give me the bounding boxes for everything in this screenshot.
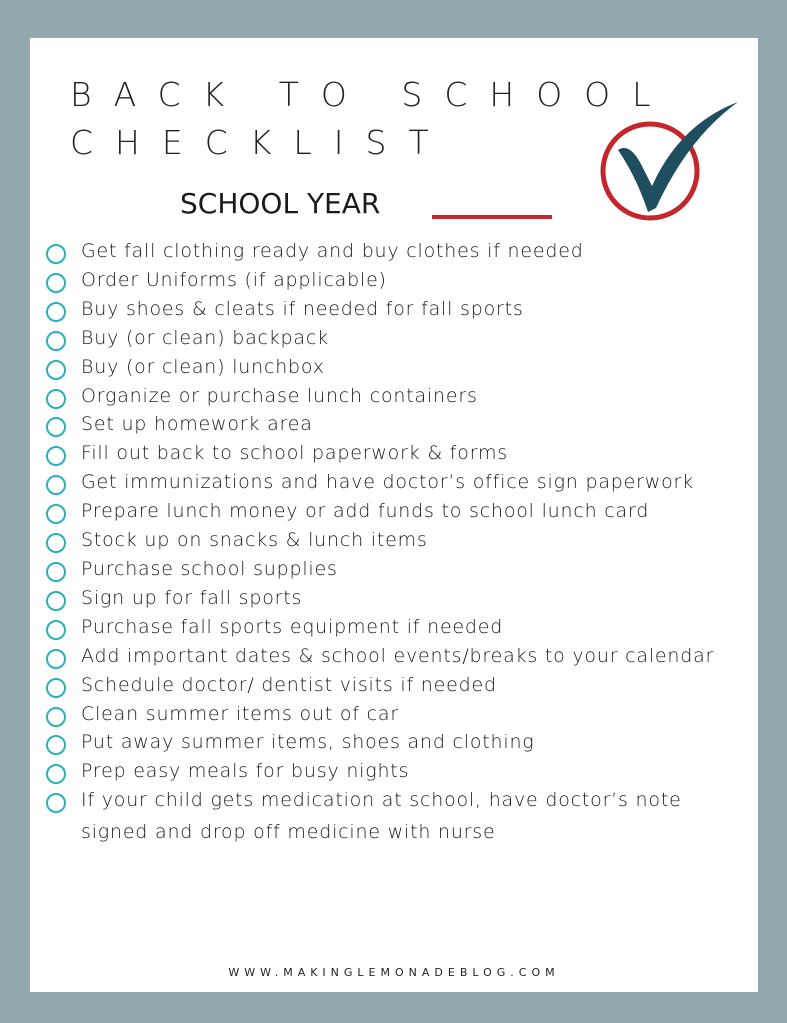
checkbox-circle-icon[interactable]: [46, 620, 66, 640]
checklist-item-text: Stock up on snacks & lunch items: [81, 529, 428, 552]
checklist-item-text: Organize or purchase lunch containers: [81, 384, 478, 407]
checklist-item-text: Get immunizations and have doctor’s office sign paperwork: [81, 471, 694, 494]
checkbox-circle-icon[interactable]: [46, 302, 66, 322]
checklist-item: [46, 702, 746, 731]
checklist-item-text: Get fall clothing ready and buy clothes if needed: [81, 240, 584, 262]
checklist-item: [46, 528, 746, 557]
checklist-item-text: Clean summer items out of car: [81, 702, 399, 725]
checklist-item: [46, 384, 746, 413]
checklist-item: [46, 441, 746, 470]
checklist-page: [30, 38, 758, 992]
checkbox-circle-icon[interactable]: [46, 649, 66, 669]
checklist-item: [46, 788, 746, 849]
checkbox-circle-icon[interactable]: [46, 446, 66, 466]
checklist-item-text: Order Uniforms (if applicable): [81, 268, 387, 291]
checklist-item-text: Buy (or clean) backpack: [81, 326, 329, 349]
checklist-item-text: Set up homework area: [81, 413, 313, 436]
checklist-item: [46, 644, 746, 673]
checkbox-circle-icon[interactable]: [46, 793, 66, 813]
checklist-item-text: If your child gets medication at school, have doctor’s note signed and drop off medicine with nurse: [81, 789, 682, 844]
section-heading: SCHOOL YEAR: [180, 187, 381, 220]
checklist-item: [46, 730, 746, 759]
checkbox-circle-icon[interactable]: [46, 678, 66, 698]
checklist-item-text: Purchase school supplies: [81, 557, 338, 580]
checklist-item: [46, 499, 746, 528]
checkbox-circle-icon[interactable]: [46, 562, 66, 582]
heading-underline: [432, 215, 552, 219]
checkbox-circle-icon[interactable]: [46, 389, 66, 409]
checkbox-circle-icon[interactable]: [46, 331, 66, 351]
checklist-item-text: Buy shoes & cleats if needed for fall sports: [81, 297, 524, 320]
checkbox-circle-icon[interactable]: [46, 533, 66, 553]
checklist-item-text: Sign up for fall sports: [81, 586, 303, 609]
checklist-item: [46, 297, 746, 326]
checklist-item-text: Purchase fall sports equipment if needed: [81, 615, 504, 638]
checklist-item: [46, 557, 746, 586]
checklist-item: [46, 615, 746, 644]
checkbox-circle-icon[interactable]: [46, 591, 66, 611]
checklist-item: [46, 239, 746, 268]
checkmark-stroke: [618, 102, 738, 212]
checklist-item: [46, 412, 746, 441]
checkbox-circle-icon[interactable]: [46, 360, 66, 380]
checklist-item: [46, 586, 746, 615]
checklist: [46, 239, 746, 849]
checklist-item-text: Prep easy meals for busy nights: [81, 760, 410, 783]
checkbox-circle-icon[interactable]: [46, 504, 66, 524]
checkbox-circle-icon[interactable]: [46, 735, 66, 755]
checklist-item: [46, 355, 746, 384]
checklist-item: [46, 268, 746, 297]
checkbox-circle-icon[interactable]: [46, 417, 66, 437]
checklist-item: [46, 673, 746, 702]
checklist-item-text: Prepare lunch money or add funds to school lunch card: [81, 500, 650, 523]
checkbox-circle-icon[interactable]: [46, 475, 66, 495]
checklist-item-text: Add important dates & school events/breaks to your calendar: [81, 644, 715, 667]
checkmark-circle-icon: [596, 96, 746, 226]
checklist-item: [46, 326, 746, 355]
page-title-line-1: BACK TO SCHOOL: [70, 75, 673, 114]
checkbox-circle-icon[interactable]: [46, 273, 66, 293]
checklist-item-text: Fill out back to school paperwork & forms: [81, 442, 508, 465]
checklist-item: [46, 470, 746, 499]
checkbox-circle-icon[interactable]: [46, 244, 66, 264]
page-title-line-2: CHECKLIST: [70, 123, 451, 162]
checklist-item-text: Buy (or clean) lunchbox: [81, 355, 325, 378]
checklist-item-text: Put away summer items, shoes and clothing: [81, 731, 535, 754]
footer-website: WWW.MAKINGLEMONADEBLOG.COM: [228, 966, 560, 979]
checklist-item: [46, 759, 746, 788]
checkbox-circle-icon[interactable]: [46, 764, 66, 784]
checkbox-circle-icon[interactable]: [46, 707, 66, 727]
checklist-item-text: Schedule doctor/ dentist visits if needed: [81, 673, 497, 696]
